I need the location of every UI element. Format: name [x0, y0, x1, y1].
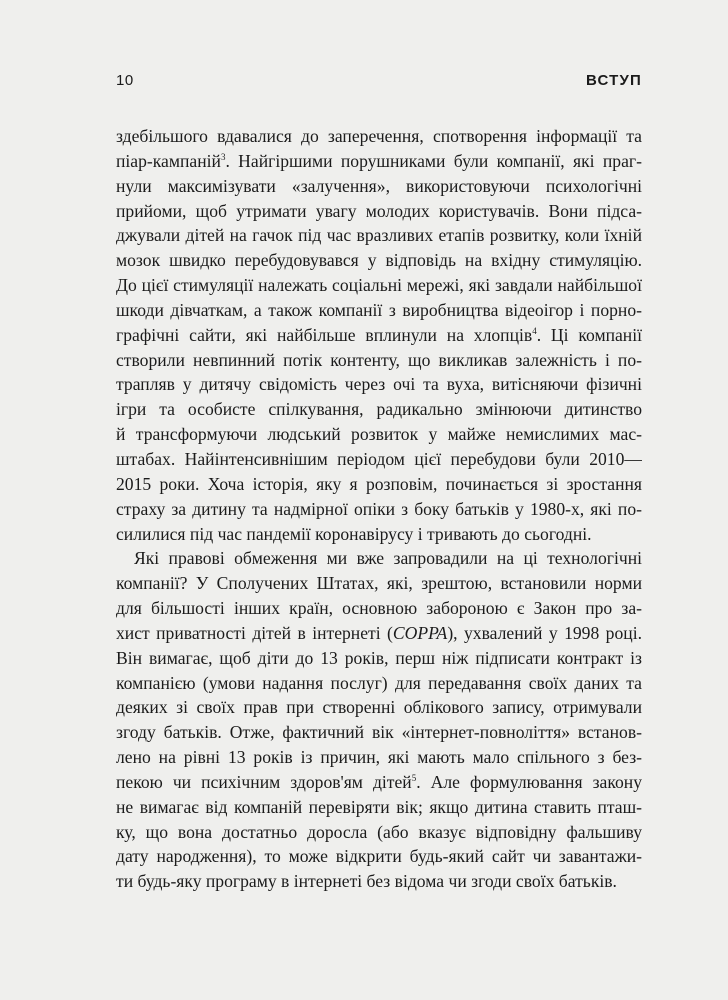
text-fragment: хист приватності дітей в інтернеті (: [116, 622, 393, 643]
text-line: не вимагає від компаній перевіряти вік; якщо дитина ставить пташ-: [116, 796, 642, 817]
body-text: [116, 124, 642, 894]
text-fragment: піар-кампаній: [116, 150, 221, 171]
paragraph: [116, 124, 642, 546]
text-line: 2015 роки. Хоча історія, яку я розповім, починається зі зростання: [116, 473, 642, 494]
text-line: згоду батьків. Отже, фактичний вік «інтернет-повноліття» встанов-: [116, 722, 642, 743]
text-line: [116, 770, 642, 795]
text-line: [116, 323, 642, 348]
text-line: створили невпинний потік контенту, що викликав залежність і по-: [116, 349, 642, 370]
text-fragment: пекою чи психічним здоров'ям дітей: [116, 771, 412, 792]
chapter-title: ВСТУП: [586, 72, 642, 89]
text-line: штабах. Найінтенсивнішим періодом цієї перебудови були 2010—: [116, 448, 642, 469]
text-line: [116, 149, 642, 174]
text-line: нули максимізувати «залучення», використовуючи психологічні: [116, 175, 642, 196]
text-line: джували дітей на гачок під час вразливих етапів розвитку, коли їхній: [116, 225, 642, 246]
text-line: Він вимагає, щоб діти до 13 років, перш ніж підписати контракт із: [116, 647, 642, 668]
footnote-ref: 4: [532, 325, 537, 336]
text-line: дату народження), то може відкрити будь-який сайт чи завантажи-: [116, 846, 642, 867]
text-line: ти будь-яку програму в інтернеті без відома чи згоди своїх батьків.: [116, 871, 617, 892]
text-line: компанії? У Сполучених Штатах, які, зрештою, встановили норми: [116, 573, 642, 594]
coppa-abbreviation: COPPA: [392, 622, 448, 643]
text-line: [116, 621, 642, 646]
text-fragment: графічні сайти, які найбільше вплинули на хлопців: [116, 324, 533, 345]
text-line: мозок швидко перебудовувався у відповідь на вхідну стимуляцію.: [116, 250, 642, 271]
text-line: шкоди дівчаткам, а також компанії з виробництва відеоігор і порно-: [116, 299, 642, 320]
text-line: Які правові обмеження ми вже запровадили на ці технологічні: [134, 548, 642, 569]
text-line: силилися під час пандемії коронавірусу і тривають до сьогодні.: [116, 523, 592, 544]
page-number: 10: [116, 72, 134, 89]
text-line: ігри та особисте спілкування, радикально змінюючи дитинство: [116, 399, 642, 420]
text-line: лено на рівні 13 років із причин, які мають мало спільного з без-: [116, 747, 642, 768]
text-line: трапляв у дитячу свідомість через очі та вуха, витісняючи фізичні: [116, 374, 642, 395]
text-fragment: ), ухвалений у 1998 році.: [447, 622, 642, 643]
footnote-ref: 3: [220, 151, 226, 162]
text-line: прийоми, щоб утримати увагу молодих користувачів. Вони підса-: [116, 200, 642, 221]
text-line: для більшості інших країн, основною забороною є Закон про за-: [116, 598, 642, 619]
footnote-ref: 5: [411, 772, 417, 783]
running-head: [116, 72, 642, 94]
text-fragment: . Ці компанії: [536, 324, 642, 345]
text-line: До цієї стимуляції належать соціальні мережі, які завдали найбільшої: [116, 275, 642, 296]
text-line: компанією (умови надання послуг) для передавання своїх даних та: [116, 672, 642, 693]
text-fragment: . Але формулювання закону: [416, 771, 642, 792]
paragraph: [116, 546, 642, 894]
text-line: здебільшого вдавалися до заперечення, спотворення інформації та: [116, 126, 642, 146]
text-fragment: . Найгіршими порушниками були компанії, які праг-: [225, 150, 642, 171]
text-line: й трансформуючи людський розвиток у майже немислимих мас-: [116, 424, 642, 445]
text-line: ку, що вона достатньо доросла (або вказує відповідну фальшиву: [116, 821, 642, 842]
text-line: деяких зі своїх прав при створенні облікового запису, отримували: [116, 697, 642, 718]
text-line: страху за дитину та надмірної опіки з боку батьків у 1980-х, які по-: [116, 498, 642, 519]
